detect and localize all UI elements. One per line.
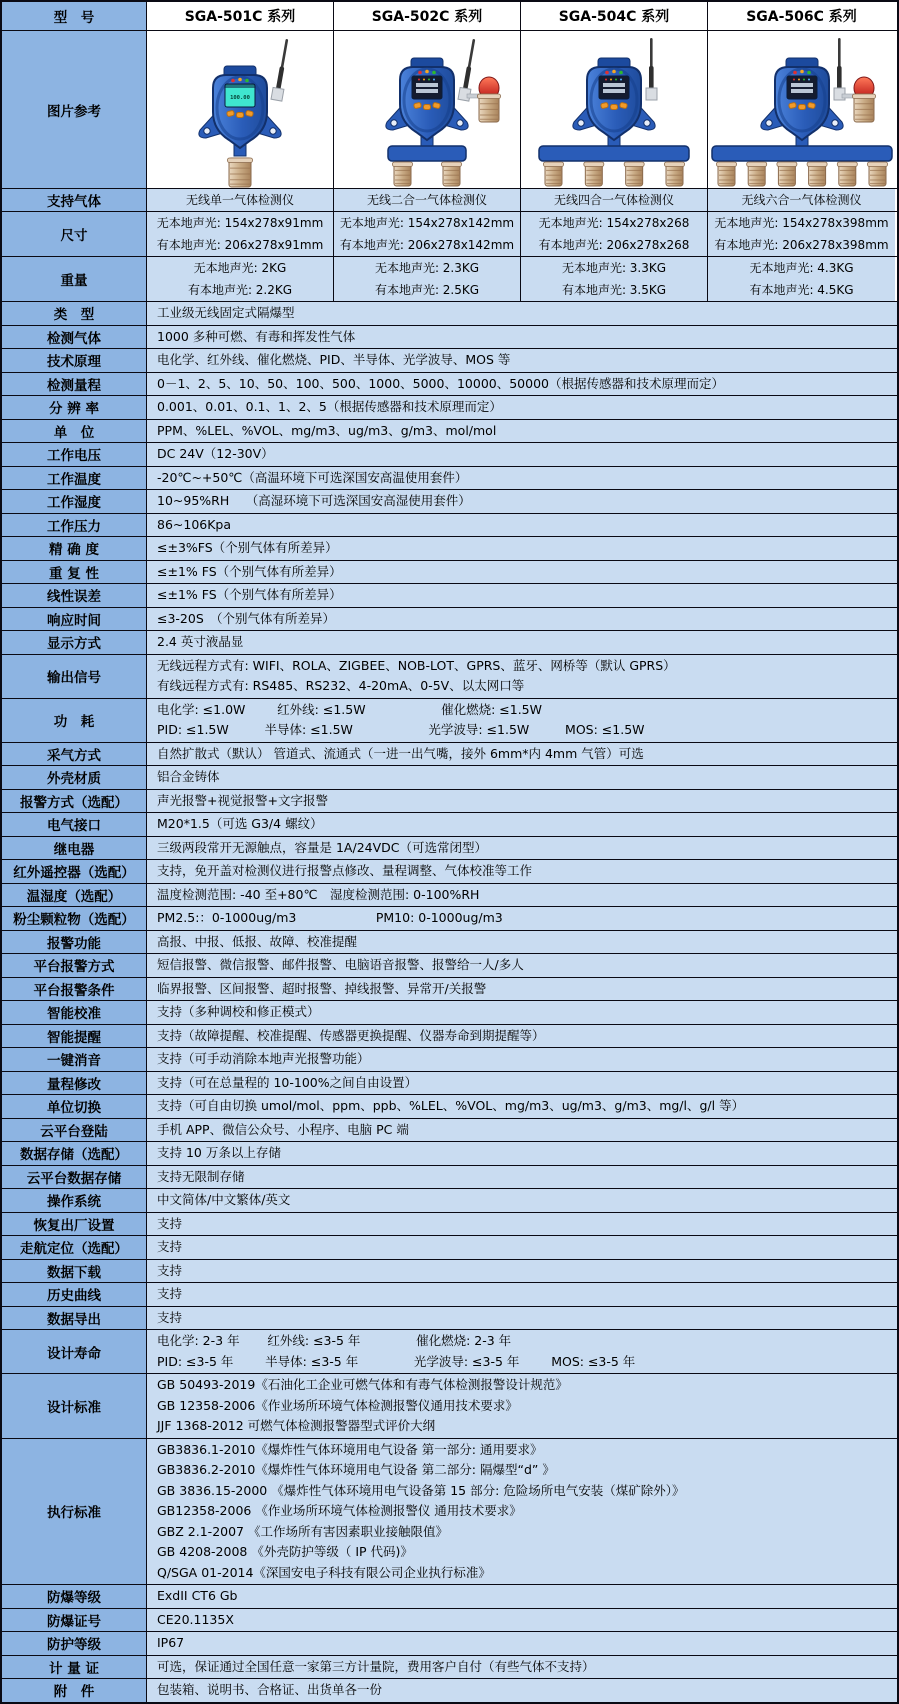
spec-row — [2, 837, 897, 861]
size-value: 无本地声光: 154x278x398mm — [714, 216, 889, 231]
supported-gas-row — [2, 189, 897, 212]
spec-row-label: 操作系统 — [2, 1189, 147, 1212]
spec-row-value — [147, 1119, 897, 1142]
spec-row — [2, 584, 897, 608]
spec-value-line: 高报、中报、低报、故障、校准提醒 — [157, 933, 358, 949]
spec-row-label: 设计标准 — [2, 1374, 147, 1438]
spec-row — [2, 655, 897, 699]
spec-row — [2, 420, 897, 444]
spec-row — [2, 1119, 897, 1143]
spec-value-line: 0－1、2、5、10、50、100、500、1000、5000、10000、50000（根据传感器和技术原理而定） — [157, 375, 724, 391]
spec-row-label: 智能校准 — [2, 1001, 147, 1024]
spec-row — [2, 1001, 897, 1025]
image-row-label: 图片参考 — [2, 31, 147, 188]
spec-row-label: 温湿度（选配） — [2, 884, 147, 907]
size-value: 有本地声光: 206x278x268 — [538, 237, 690, 252]
spec-row-value — [147, 954, 897, 977]
spec-value-line: DC 24V（12-30V） — [157, 446, 274, 461]
spec-row — [2, 349, 897, 373]
spec-row-label: 工作压力 — [2, 514, 147, 537]
spec-row — [2, 978, 897, 1002]
spec-value-line: 铝合金铸体 — [157, 769, 220, 784]
spec-value-line: 手机 APP、微信公众号、小程序、电脑 PC 端 — [157, 1121, 409, 1137]
spec-row — [2, 1213, 897, 1237]
spec-row — [2, 954, 897, 978]
spec-row — [2, 514, 897, 538]
spec-row-value — [147, 302, 897, 325]
size-value: 无本地声光: 154x278x268 — [538, 216, 690, 231]
spec-row-label: 检测量程 — [2, 373, 147, 396]
spec-row-value — [147, 1307, 897, 1330]
spec-row-label: 类 型 — [2, 302, 147, 325]
spec-row-value — [147, 1632, 897, 1655]
spec-row-value — [147, 1609, 897, 1632]
spec-row — [2, 490, 897, 514]
spec-value-line: 10~95%RH （高湿环境下可选深国安高湿使用套件） — [157, 493, 471, 508]
spec-row-label: 电气接口 — [2, 813, 147, 836]
spec-row-label: 数据导出 — [2, 1307, 147, 1330]
spec-value-line: PM2.5:：0-1000ug/m3 PM10: 0-1000ug/m3 — [157, 910, 503, 925]
spec-row-label: 防爆证号 — [2, 1609, 147, 1632]
spec-row — [2, 813, 897, 837]
spec-row-label: 附 件 — [2, 1679, 147, 1702]
spec-value-line: GB3836.1-2010《爆炸性气体环境用电气设备 第一部分: 通用要求》 — [157, 1441, 543, 1457]
spec-row — [2, 1609, 897, 1633]
spec-value-line: 电化学: ≤1.0W 红外线: ≤1.5W 催化燃烧: ≤1.5W — [157, 701, 542, 717]
spec-row — [2, 631, 897, 655]
product-image-sga-504c — [521, 31, 708, 188]
spec-row-value — [147, 790, 897, 813]
spec-row — [2, 1048, 897, 1072]
spec-value-line: 支持 — [157, 1215, 183, 1231]
spec-value-line: PID: ≤3-5 年 半导体: ≤3-5 年 光学波导: ≤3-5 年 MOS: ≤3-5 年 — [157, 1353, 636, 1369]
spec-row-label: 报警功能 — [2, 931, 147, 954]
spec-row-value — [147, 1025, 897, 1048]
spec-value-line: PID: ≤1.5W 半导体: ≤1.5W 光学波导: ≤1.5W MOS: ≤1.5W — [157, 722, 645, 737]
spec-value-line: 支持（故障提醒、校准提醒、传感器更换提醒、仪器寿命到期提醒等） — [157, 1027, 545, 1043]
spec-row-value — [147, 1330, 897, 1373]
weight-value: 无本地声光: 3.3KG — [561, 261, 667, 276]
spec-row-label: 平台报警方式 — [2, 954, 147, 977]
spec-value-line: M20*1.5（可选 G3/4 螺纹） — [157, 816, 323, 831]
spec-row — [2, 1260, 897, 1284]
weight-row — [2, 257, 897, 302]
spec-row-value — [147, 1142, 897, 1165]
spec-row-value — [147, 1072, 897, 1095]
spec-value-line: -20℃~+50℃（高温环境下可选深国安高温使用套件） — [157, 469, 468, 485]
spec-row-label: 防爆等级 — [2, 1585, 147, 1608]
spec-row — [2, 1374, 897, 1439]
spec-row-value — [147, 1283, 897, 1306]
spec-row-label: 功 耗 — [2, 699, 147, 742]
spec-value-line: 电化学: 2-3 年 红外线: ≤3-5 年 催化燃烧: 2-3 年 — [157, 1333, 512, 1348]
spec-row-value — [147, 1189, 897, 1212]
spec-value-line: GBZ 2.1-2007 《工作场所有害因素职业接触限值》 — [157, 1523, 448, 1539]
spec-value-line: 临界报警、区间报警、超时报警、掉线报警、异常开/关报警 — [157, 980, 487, 996]
spec-row-label: 历史曲线 — [2, 1283, 147, 1306]
spec-row-value — [147, 1374, 897, 1438]
product-image-sga-506c — [708, 31, 895, 188]
spec-value-line: 可选，保证通过全国任意一家第三方计量院，费用客户自付（有些气体不支持） — [157, 1658, 595, 1674]
spec-row — [2, 1656, 897, 1680]
spec-value-line: 自然扩散式（默认） 管道式、流通式（一进一出气嘴，接外 6mm*内 4mm 气管）可选 — [157, 745, 644, 761]
spec-row-value — [147, 326, 897, 349]
spec-row-label: 量程修改 — [2, 1072, 147, 1095]
spec-row — [2, 608, 897, 632]
spec-value-line: 支持，免开盖对检测仪进行报警点修改、量程调整、气体校准等工作 — [157, 863, 533, 878]
image-row — [2, 31, 897, 189]
spec-row-value — [147, 608, 897, 631]
spec-value-line: ExdII CT6 Gb — [157, 1588, 238, 1603]
spec-row — [2, 1283, 897, 1307]
spec-row — [2, 373, 897, 397]
model-name-sga-501c: SGA-501C 系列 — [147, 2, 334, 30]
weight-value: 无本地声光: 2KG — [193, 261, 287, 276]
spec-row — [2, 1307, 897, 1331]
size-value: 无本地声光: 154x278x91mm — [156, 216, 324, 231]
spec-value-line: GB3836.2-2010《爆炸性气体环境用电气设备 第二部分: 隔爆型“d” 》 — [157, 1462, 555, 1477]
gas-detector-6-sensor-manifold — [709, 32, 895, 188]
gas-type: 无线四合一气体检测仪 — [553, 193, 674, 207]
spec-value-line: 1000 多种可燃、有毒和挥发性气体 — [157, 328, 356, 344]
gas-detector-single-sensor — [147, 32, 333, 188]
spec-row-label: 技术原理 — [2, 349, 147, 372]
spec-value-line: 支持（多种调校和修正模式） — [157, 1004, 320, 1019]
spec-row — [2, 396, 897, 420]
spec-row-value — [147, 561, 897, 584]
spec-row — [2, 931, 897, 955]
model-header-label: 型 号 — [2, 2, 147, 30]
spec-row-value — [147, 584, 897, 607]
spec-row-value — [147, 1095, 897, 1118]
spec-row — [2, 766, 897, 790]
spec-row — [2, 1585, 897, 1609]
size-row-label: 尺寸 — [2, 212, 147, 256]
spec-value-line: 短信报警、微信报警、邮件报警、电脑语音报警、报警给一人/多人 — [157, 957, 524, 972]
gas-type: 无线单一气体检测仪 — [185, 193, 294, 207]
spec-value-line: 2.4 英寸液晶显 — [157, 634, 244, 649]
spec-row — [2, 907, 897, 931]
spec-row — [2, 1236, 897, 1260]
spec-row — [2, 1025, 897, 1049]
spec-row — [2, 1679, 897, 1702]
spec-row-value — [147, 1236, 897, 1259]
spec-value-line: GB 4208-2008 《外壳防护等级（ IP 代码)》 — [157, 1544, 413, 1559]
spec-value-line: GB 3836.15-2000 《爆炸性气体环境用电气设备第 15 部分: 危险场所电气安装（煤矿除外）》 — [157, 1482, 685, 1498]
spec-value-line: 电化学、红外线、催化燃烧、PID、半导体、光学波导、MOS 等 — [157, 352, 511, 367]
spec-row — [2, 1189, 897, 1213]
spec-row-value — [147, 420, 897, 443]
weight-value: 有本地声光: 2.5KG — [374, 282, 480, 297]
spec-row — [2, 561, 897, 585]
spec-value-line: 声光报警+视觉报警+文字报警 — [157, 792, 328, 808]
spec-row-value — [147, 1213, 897, 1236]
weight-value: 无本地声光: 4.3KG — [749, 261, 854, 276]
spec-row-value — [147, 537, 897, 560]
model-name-sga-506c: SGA-506C 系列 — [708, 2, 895, 30]
spec-row — [2, 1072, 897, 1096]
spec-row-value — [147, 1439, 897, 1585]
spec-row — [2, 443, 897, 467]
spec-row-label: 智能提醒 — [2, 1025, 147, 1048]
spec-row-value — [147, 766, 897, 789]
spec-value-line: 三级两段常开无源触点，容量是 1A/24VDC（可选常闭型） — [157, 839, 487, 855]
spec-row — [2, 860, 897, 884]
spec-row-label: 继电器 — [2, 837, 147, 860]
spec-value-line: 工业级无线固定式隔爆型 — [157, 305, 295, 320]
spec-row-label: 防护等级 — [2, 1632, 147, 1655]
spec-row-label: 云平台登陆 — [2, 1119, 147, 1142]
spec-row-label: 外壳材质 — [2, 766, 147, 789]
gas-detector-2-sensor-manifold — [334, 32, 520, 188]
spec-row-label: 粉尘颗粒物（选配） — [2, 907, 147, 930]
spec-value-line: CE20.1135X — [157, 1611, 234, 1627]
spec-row-value — [147, 490, 897, 513]
spec-value-line: 支持 10 万条以上存储 — [157, 1145, 281, 1160]
spec-row — [2, 1166, 897, 1190]
spec-row — [2, 699, 897, 743]
spec-row-label: 恢复出厂设置 — [2, 1213, 147, 1236]
spec-row — [2, 1095, 897, 1119]
spec-row-value — [147, 373, 897, 396]
model-name-sga-502c: SGA-502C 系列 — [334, 2, 521, 30]
spec-value-line: 有线远程方式有: RS485、RS232、4-20mA、0-5V、以太网口等 — [157, 678, 525, 693]
spec-row-label: 一键消音 — [2, 1048, 147, 1071]
spec-row-label: 工作温度 — [2, 467, 147, 490]
spec-row-value — [147, 743, 897, 766]
spec-value-line: GB12358-2006 《作业场所环境气体检测报警仪 通用技术要求》 — [157, 1503, 522, 1518]
svg-text:100.00: 100.00 — [230, 95, 250, 101]
spec-row-label: 工作电压 — [2, 443, 147, 466]
spec-row-label: 线性误差 — [2, 584, 147, 607]
spec-row-label: 报警方式（选配） — [2, 790, 147, 813]
spec-value-line: 支持 — [157, 1286, 183, 1301]
weight-value: 有本地声光: 2.2KG — [187, 282, 293, 297]
spec-row-value — [147, 1260, 897, 1283]
weight-row-label: 重量 — [2, 257, 147, 301]
spec-row-label: 分 辨 率 — [2, 396, 147, 419]
spec-row-label: 平台报警条件 — [2, 978, 147, 1001]
spec-row-label: 工作湿度 — [2, 490, 147, 513]
spec-row-value — [147, 1585, 897, 1608]
gas-row-label: 支持气体 — [2, 189, 147, 211]
spec-value-line: GB 50493-2019《石油化工企业可燃气体和有毒气体检测报警设计规范》 — [157, 1377, 568, 1392]
spec-row-value — [147, 699, 897, 742]
weight-value: 无本地声光: 2.3KG — [374, 261, 480, 276]
spec-row-label: 云平台数据存储 — [2, 1166, 147, 1189]
spec-row — [2, 1439, 897, 1586]
spec-row-label: 采气方式 — [2, 743, 147, 766]
spec-value-line: IP67 — [157, 1635, 185, 1650]
spec-value-line: ≤±3%FS（个别气体有所差异） — [157, 540, 338, 555]
spec-row-value — [147, 467, 897, 490]
spec-rows-container — [2, 302, 897, 1702]
spec-value-line: 支持 — [157, 1239, 183, 1254]
spec-row — [2, 467, 897, 491]
spec-row-label: 设计寿命 — [2, 1330, 147, 1373]
spec-value-line: 支持（可自由切换 umol/mol、ppm、ppb、%LEL、%VOL、mg/m3、ug/m3、g/m3、mg/l、g/l 等） — [157, 1098, 745, 1113]
spec-value-line: 支持（可手动消除本地声光报警功能） — [157, 1051, 370, 1066]
spec-row-value — [147, 860, 897, 883]
spec-value-line: 中文简体/中文繁体/英文 — [157, 1192, 291, 1207]
size-value: 有本地声光: 206x278x142mm — [339, 237, 515, 252]
spec-row — [2, 884, 897, 908]
spec-row — [2, 743, 897, 767]
spec-value-line: JJF 1368-2012 可燃气体检测报警器型式评价大纲 — [157, 1418, 436, 1433]
spec-row-value — [147, 1679, 897, 1702]
spec-row-value — [147, 1001, 897, 1024]
spec-row-value — [147, 813, 897, 836]
spec-value-line: ≤±1% FS（个别气体有所差异） — [157, 587, 342, 602]
spec-row-value — [147, 931, 897, 954]
spec-row-value — [147, 837, 897, 860]
spec-row-label: 执行标准 — [2, 1439, 147, 1585]
spec-row-value — [147, 349, 897, 372]
header-row — [2, 2, 897, 31]
spec-row-label: 数据存储（选配） — [2, 1142, 147, 1165]
spec-row-label: 走航定位（选配） — [2, 1236, 147, 1259]
weight-value: 有本地声光: 4.5KG — [749, 282, 854, 297]
spec-value-line: 无线远程方式有: WIFI、ROLA、ZIGBEE、NOB-LOT、GPRS、蓝牙、网桥等（默认 GPRS） — [157, 657, 676, 673]
spec-row-value — [147, 514, 897, 537]
spec-value-line: PPM、%LEL、%VOL、mg/m3、ug/m3、g/m3、mol/mol — [157, 422, 497, 438]
spec-row — [2, 1632, 897, 1656]
spec-value-line: 支持无限制存储 — [157, 1168, 245, 1184]
size-value: 有本地声光: 206x278x398mm — [714, 237, 889, 252]
spec-row-label: 输出信号 — [2, 655, 147, 698]
spec-row — [2, 302, 897, 326]
spec-row-value — [147, 1166, 897, 1189]
product-image-sga-501c — [147, 31, 334, 188]
spec-row-label: 重 复 性 — [2, 561, 147, 584]
gas-type: 无线二合一气体检测仪 — [366, 193, 487, 207]
spec-row — [2, 326, 897, 350]
spec-row — [2, 1142, 897, 1166]
weight-value: 有本地声光: 3.5KG — [561, 282, 667, 297]
spec-value-line: 支持（可在总量程的 10-100%之间自由设置） — [157, 1074, 418, 1090]
spec-row-value — [147, 655, 897, 698]
spec-row-value — [147, 443, 897, 466]
spec-value-line: 包装箱、说明书、合格证、出货单各一份 — [157, 1682, 383, 1697]
spec-row-value — [147, 907, 897, 930]
gas-detector-4-sensor-manifold — [521, 32, 707, 188]
spec-row-value — [147, 884, 897, 907]
spec-value-line: Q/SGA 01-2014《深国安电子科技有限公司企业执行标准》 — [157, 1564, 491, 1580]
spec-value-line: ≤±1% FS（个别气体有所差异） — [157, 563, 342, 579]
size-value: 无本地声光: 154x278x142mm — [339, 216, 515, 231]
model-name-sga-504c: SGA-504C 系列 — [521, 2, 708, 30]
spec-value-line: 支持 — [157, 1262, 183, 1278]
spec-row-label: 单位切换 — [2, 1095, 147, 1118]
spec-value-line: 86~106Kpa — [157, 516, 232, 532]
spec-row — [2, 1330, 897, 1374]
spec-value-line: ≤3-20S （个别气体有所差异） — [157, 610, 336, 626]
spec-row-label: 显示方式 — [2, 631, 147, 654]
spec-row-value — [147, 1656, 897, 1679]
spec-value-line: 支持 — [157, 1309, 183, 1325]
spec-row-value — [147, 1048, 897, 1071]
spec-value-line: GB 12358-2006《作业场所环境气体检测报警仪通用技术要求》 — [157, 1397, 518, 1413]
spec-row-label: 计 量 证 — [2, 1656, 147, 1679]
spec-value-line: 温度检测范围: -40 至+80℃ 湿度检测范围: 0-100%RH — [157, 886, 480, 902]
spec-row-value — [147, 631, 897, 654]
spec-row-label: 精 确 度 — [2, 537, 147, 560]
spec-row — [2, 537, 897, 561]
spec-value-line: 0.001、0.01、0.1、1、2、5（根据传感器和技术原理而定） — [157, 399, 502, 414]
spec-row-label: 红外遥控器（选配） — [2, 860, 147, 883]
size-row — [2, 212, 897, 257]
spec-row-value — [147, 978, 897, 1001]
size-value: 有本地声光: 206x278x91mm — [156, 237, 324, 252]
spec-row-label: 响应时间 — [2, 608, 147, 631]
spec-row-label: 数据下载 — [2, 1260, 147, 1283]
spec-row-label: 单 位 — [2, 420, 147, 443]
spec-row-value — [147, 396, 897, 419]
gas-type: 无线六合一气体检测仪 — [741, 193, 862, 207]
spec-row-label: 检测气体 — [2, 326, 147, 349]
spec-row — [2, 790, 897, 814]
product-image-sga-502c — [334, 31, 521, 188]
